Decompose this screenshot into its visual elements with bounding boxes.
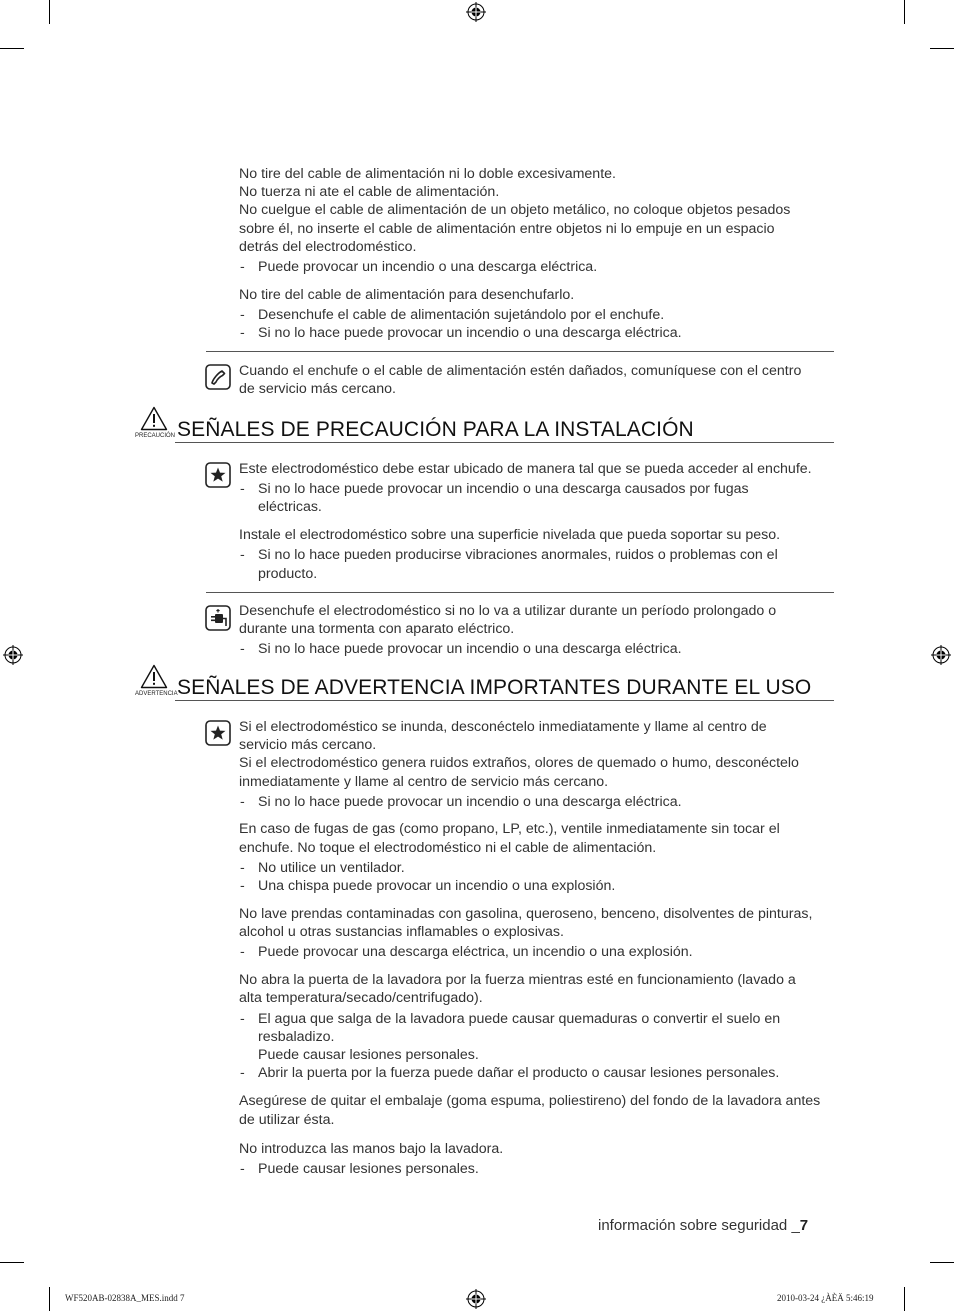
caution-label: PRECAUCIÓN [135, 433, 176, 439]
bullet-dash: - [240, 1065, 245, 1081]
page-number: 7 [799, 1217, 809, 1234]
bullet-text: eléctricas. [258, 499, 322, 515]
crop-mark [930, 48, 954, 49]
body-text: Asegúrese de quitar el embalaje (goma espuma, poliestireno) del fondo de la lavadora antes [239, 1093, 821, 1109]
bullet-text: resbaladizo. [258, 1029, 335, 1045]
body-text: inmediatamente y llame al centro de servicio más cercano. [239, 774, 609, 790]
bullet-text: Abrir la puerta por la fuerza puede dañar el producto o causar lesiones personales. [258, 1065, 780, 1081]
contact-note-text: Cuando el enchufe o el cable de alimentación estén dañados, comuníquese con el centro [239, 363, 802, 379]
star-icon [205, 462, 231, 488]
body-text: sobre él, no inserte el cable de alimentación entre objetos ni lo empuje en un espacio [239, 221, 775, 237]
bullet-text: Si no lo hace puede provocar un incendio o una descarga eléctrica. [258, 641, 682, 657]
page-footer [598, 1217, 808, 1235]
body-text: No tuerza ni ate el cable de alimentación. [239, 184, 500, 200]
body-text: servicio más cercano. [239, 737, 377, 753]
body-text: alcohol u otras sustancias inflamables o explosivas. [239, 924, 564, 940]
print-slug-right: 2010-03-24 ¿ÀÈÄ 5:46:19 [777, 1293, 874, 1303]
bullet-text: Si no lo hace puede provocar un incendio o una descarga causados por fugas [258, 481, 749, 497]
crop-mark [904, 1287, 905, 1311]
bullet-text: Puede provocar una descarga eléctrica, un incendio o una explosión. [258, 944, 693, 960]
warning-label: ADVERTENCIA [135, 691, 178, 697]
body-text: No abra la puerta de la lavadora por la fuerza mientras esté en funcionamiento (lavado a [239, 972, 796, 988]
body-text: No tire del cable de alimentación para desenchufarlo. [239, 287, 575, 303]
body-text: No lave prendas contaminadas con gasolina, queroseno, benceno, disolventes de pinturas, [239, 906, 813, 922]
crop-mark [0, 48, 24, 49]
body-text: Si el electrodoméstico se inunda, desconéctelo inmediatamente y llame al centro de [239, 719, 767, 735]
section-title: SEÑALES DE ADVERTENCIA IMPORTANTES DURANTE EL USO [177, 676, 812, 699]
bullet-text: Desenchufe el cable de alimentación sujetándolo por el enchufe. [258, 307, 665, 323]
bullet-dash: - [240, 1011, 245, 1027]
divider [206, 592, 834, 593]
contact-note-text: de servicio más cercano. [239, 381, 396, 397]
bullet-dash: - [240, 878, 245, 894]
bullet-dash: - [240, 944, 245, 960]
body-text: No cuelgue el cable de alimentación de un objeto metálico, no coloque objetos pesados [239, 202, 791, 218]
bullet-dash: - [240, 1161, 245, 1177]
divider [206, 351, 834, 352]
warning-triangle-icon [140, 406, 168, 431]
bullet-text: El agua que salga de la lavadora puede causar quemaduras o convertir el suelo en [258, 1011, 781, 1027]
bullet-text: Si no lo hace puede provocar un incendio o una descarga eléctrica. [258, 794, 682, 810]
body-text: En caso de fugas de gas (como propano, LP, etc.), ventile inmediatamente sin tocar el [239, 821, 780, 837]
bullet-text: Una chispa puede provocar un incendio o una explosión. [258, 878, 616, 894]
section-title: SEÑALES DE PRECAUCIÓN PARA LA INSTALACIÓN [177, 418, 694, 441]
bullet-dash: - [240, 860, 245, 876]
star-icon [205, 720, 231, 746]
section-underline [175, 442, 834, 443]
body-text: Este electrodoméstico debe estar ubicado de manera tal que se pueda acceder al enchufe. [239, 461, 812, 477]
bullet-text: Si no lo hace puede provocar un incendio o una descarga eléctrica. [258, 325, 682, 341]
body-text: de utilizar ésta. [239, 1112, 335, 1128]
bullet-text: Si no lo hace pueden producirse vibraciones anormales, ruidos o problemas con el [258, 547, 778, 563]
bullet-text: Puede causar lesiones personales. [258, 1161, 479, 1177]
registration-mark-icon [3, 645, 23, 665]
body-text: Si el electrodoméstico genera ruidos extraños, olores de quemado o humo, desconéctelo [239, 755, 799, 771]
body-text: enchufe. No toque el electrodoméstico ni el cable de alimentación. [239, 840, 657, 856]
crop-mark [0, 1262, 24, 1263]
crop-mark [930, 1262, 954, 1263]
crop-mark [49, 0, 50, 24]
body-text: Instale el electrodoméstico sobre una superficie nivelada que pueda soportar su peso. [239, 527, 781, 543]
bullet-dash: - [240, 481, 245, 497]
section-underline [175, 700, 834, 701]
bullet-dash: - [240, 794, 245, 810]
bullet-text: No utilice un ventilador. [258, 860, 405, 876]
bullet-text: producto. [258, 566, 318, 582]
crop-mark [49, 1287, 50, 1311]
body-text: No tire del cable de alimentación ni lo doble excesivamente. [239, 166, 616, 182]
body-text: Desenchufe el electrodoméstico si no lo va a utilizar durante un período prolongado o [239, 603, 777, 619]
crop-mark [904, 0, 905, 24]
warning-triangle-icon [140, 664, 168, 689]
bullet-text: Puede provocar un incendio o una descarga eléctrica. [258, 259, 598, 275]
body-text: No introduzca las manos bajo la lavadora. [239, 1141, 504, 1157]
body-text: durante una tormenta con aparato eléctrico. [239, 621, 515, 637]
bullet-text: Puede causar lesiones personales. [258, 1047, 479, 1063]
bullet-dash: - [240, 641, 245, 657]
bullet-dash: - [240, 547, 245, 563]
registration-mark-icon [466, 1289, 486, 1309]
phone-icon [205, 364, 231, 390]
body-text: alta temperatura/secado/centrifugado). [239, 990, 483, 1006]
bullet-dash: - [240, 259, 245, 275]
bullet-dash: - [240, 325, 245, 341]
unplug-icon [205, 605, 231, 631]
body-text: detrás del electrodoméstico. [239, 239, 417, 255]
bullet-dash: - [240, 307, 245, 323]
print-slug-left: WF520AB-02838A_MES.indd 7 [65, 1293, 185, 1303]
footer-section-name: información sobre seguridad _ [598, 1217, 800, 1234]
registration-mark-icon [466, 2, 486, 22]
registration-mark-icon [931, 645, 951, 665]
